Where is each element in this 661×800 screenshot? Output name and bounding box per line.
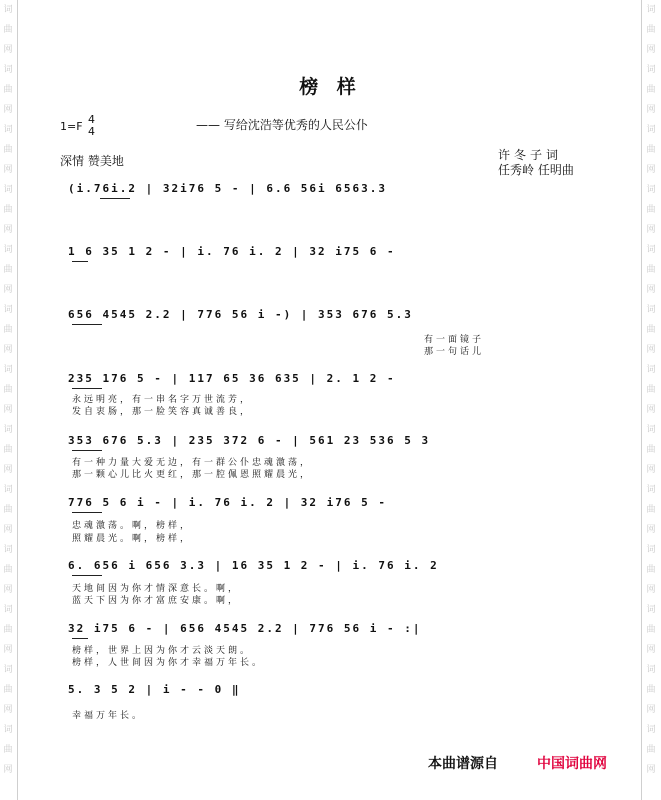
watermark-text: 词曲网 [3,185,13,235]
watermark-text: 词曲网 [3,5,13,55]
watermark-text: 词曲网 [646,245,656,295]
left-margin-line [17,0,18,800]
watermark-text: 词曲网 [3,245,13,295]
tempo-marking: 深情 赞美地 [60,154,124,168]
watermark-text: 词曲网 [3,725,13,775]
beam-underline [72,388,102,389]
lyric-line: 忠魂激荡。啊，榜样， [72,521,193,531]
lyric-line: 有一种力量大爱无边，有一群公仆忠魂激荡， [72,458,313,468]
watermark-text: 词曲网 [3,605,13,655]
watermark-text: 词曲网 [646,5,656,55]
time-signature-bottom: 4 [88,125,95,138]
score-line: 6. 656 i 656 3.3 | 16 35 1 2 - | i. 76 i. 2 [68,559,439,572]
lyric-line: 蓝天下因为你才富庶安康。啊， [72,596,241,606]
watermark-text: 词曲网 [646,65,656,115]
watermark-text: 词曲网 [646,545,656,595]
lyric-line: 幸福万年长。 [72,711,145,721]
watermark-text: 词曲网 [646,665,656,715]
watermark-text: 词曲网 [646,485,656,535]
song-title: 榜 样 [299,76,362,98]
beam-underline [72,638,88,639]
watermark-text: 词曲网 [3,665,13,715]
beam-underline [72,261,88,262]
beam-underline [100,198,130,199]
watermark-text: 词曲网 [646,365,656,415]
lyric-line: 那一句话儿 [424,347,485,357]
watermark-text: 词曲网 [3,65,13,115]
lyric-line: 发自衷肠，那一脸笑容真诚善良， [72,407,253,417]
right-watermark-column [643,0,659,800]
watermark-text: 词曲网 [3,425,13,475]
lyric-line: 永远明亮，有一串名字万世流芳， [72,395,253,405]
lyricist-credit: 许冬子词 [498,148,563,162]
watermark-text: 词曲网 [3,125,13,175]
beam-underline [72,450,102,451]
score-line: 235 176 5 - | 117 65 36 635 | 2. 1 2 - [68,372,396,385]
lyric-line: 天地间因为你才情深意长。啊， [72,584,241,594]
watermark-text: 词曲网 [3,485,13,535]
composer-credit: 任秀岭 任明曲 [498,163,574,177]
site-name-link[interactable]: 中国词曲网 [537,756,607,772]
watermark-text: 词曲网 [646,605,656,655]
beam-underline [72,575,102,576]
watermark-text: 词曲网 [3,365,13,415]
beam-underline [72,512,102,513]
watermark-text: 词曲网 [646,305,656,355]
watermark-text: 词曲网 [646,185,656,235]
score-line: 353 676 5.3 | 235 372 6 - | 561 23 536 5 3 [68,434,431,447]
score-line: 656 4545 2.2 | 776 56 i -) | 353 676 5.3 [68,308,413,321]
time-signature [88,114,95,138]
watermark-text: 词曲网 [646,425,656,475]
time-signature-top: 4 [88,113,95,126]
lyric-line: 那一颗心儿比火更红，那一腔佩恩照耀晨光， [72,470,313,480]
left-watermark-column [0,0,16,800]
right-margin-line [641,0,642,800]
song-subtitle: —— 写给沈浩等优秀的人民公仆 [196,118,368,132]
score-line: (i.76i.2 | 32i76 5 - | 6.6 56i 6563.3 [68,182,388,195]
lyric-line: 有一面镜子 [424,335,485,345]
score-line: 5. 3 5 2 | i - - 0 ‖ [68,683,241,696]
watermark-text: 词曲网 [646,725,656,775]
lyric-line: 榜样，世界上因为你才云淡天朗。 [72,646,253,656]
score-line: 32 i75 6 - | 656 4545 2.2 | 776 56 i - :| [68,622,422,635]
lyric-line: 榜样，人世间因为你才幸福万年长。 [72,658,265,668]
source-label: 本曲谱源自 [428,756,498,772]
beam-underline [72,324,102,325]
key-signature: 1=F [60,120,83,133]
watermark-text: 词曲网 [646,125,656,175]
watermark-text: 词曲网 [3,305,13,355]
lyric-line: 照耀晨光。啊，榜样， [72,534,193,544]
score-line: 776 5 6 i - | i. 76 i. 2 | 32 i76 5 - [68,496,388,509]
watermark-text: 词曲网 [3,545,13,595]
score-line: 1 6 35 1 2 - | i. 76 i. 2 | 32 i75 6 - [68,245,396,258]
